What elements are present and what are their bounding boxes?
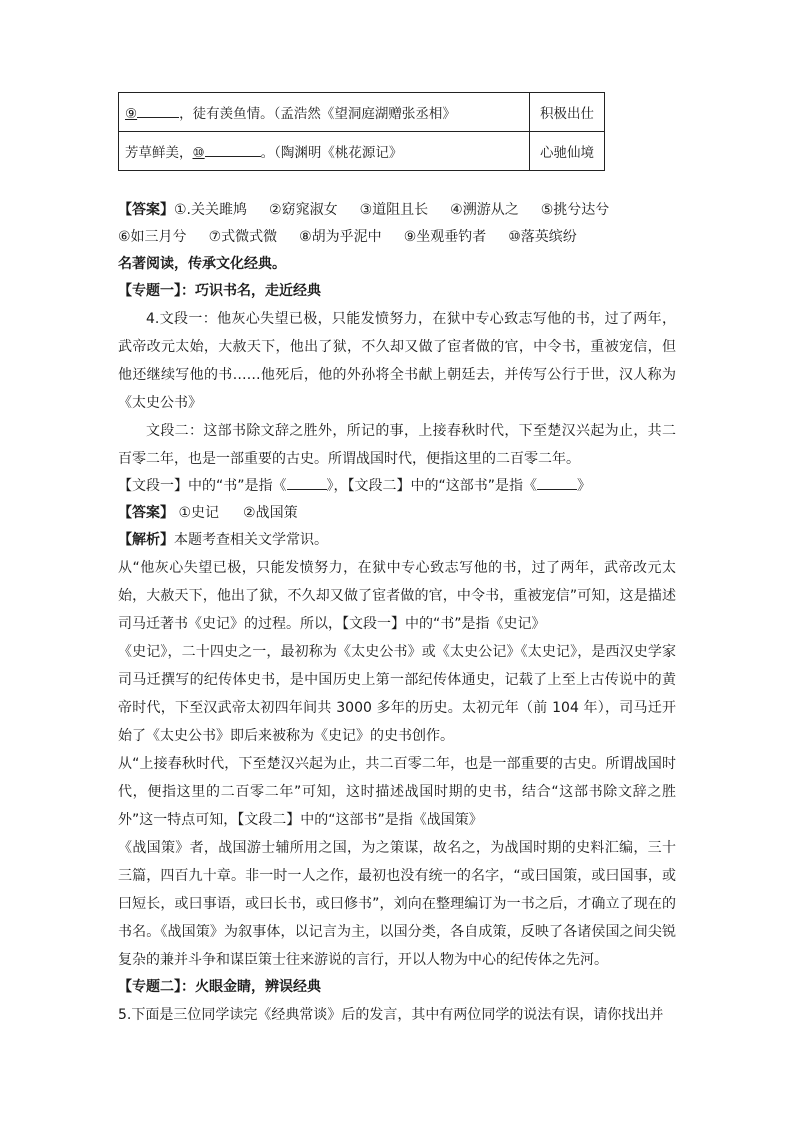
answer-block <box>118 197 676 251</box>
answer-item: ⑨坐观垂钓者 <box>403 229 487 245</box>
question-passage: 4.文段一：他灰心失望已极，只能发愤努力，在狱中专心致志写他的书，过了两年，武帝改元太始，大赦天下，他出了狱，不久却又做了宦者做的官，中令书，重被宠信，但他还继续写他的书……他死后，他的外孙将全书献上朝廷去，并传写公行于世，汉人称为《太史公书》 <box>118 311 676 411</box>
fill-blank <box>137 105 179 118</box>
question-prompt: 5.下面是三位同学读完《经典常谈》后的发言，其中有两位同学的说法有误，请你找出并 <box>118 1007 664 1023</box>
fill-blank <box>287 477 327 490</box>
answer-item: ②战国策 <box>243 505 298 521</box>
table-cell-theme: 积极出仕 <box>530 93 605 132</box>
answer-item: ⑦式微式微 <box>208 229 278 245</box>
analysis-intro <box>118 527 676 554</box>
question-passage: 文段二：这部书除文辞之胜外，所记的事，上接春秋时代，下至楚汉兴起为止，共二百零二年，也是一部重要的古史。所谓战国时代，便指这里的二百零二年。 <box>118 423 676 467</box>
section-title: 名著阅读，传承文化经典。 <box>118 256 286 272</box>
answer-label: 【答案】 <box>118 202 174 218</box>
analysis-paragraph: 从“他灰心失望已极，只能发愤努力，在狱中专心致志写他的书，过了两年，武帝改元太始，大赦天下，他出了狱，不久却又做了宦者做的官，中令书，重被宠信”可知，这是描述司马迁著书《史记》的过程。所以，【文段一】中的“书”是指《史记》 <box>118 560 676 632</box>
answer-label: 【答案】 <box>118 505 174 521</box>
answer-item: ①.关关雎鸠 <box>174 202 248 218</box>
prompt-text: 【文段一】中的“书”是指《 <box>118 478 287 494</box>
answer-item: ③道阻且长 <box>359 202 429 218</box>
analysis-paragraph: 从“上接春秋时代，下至楚汉兴起为止，共二百零二年，也是一部重要的古史。所谓战国时代，便指这里的二百零二年”可知，这时描述战国时期的史书，结合“这部书除文辞之胜外”这一特点可知，【文段二】中的“这部书”是指《战国策》 <box>118 756 676 828</box>
answer-item: ⑧胡为乎泥中 <box>299 229 382 245</box>
blank-number: ⑩ <box>192 145 205 161</box>
analysis-label: 【解析】 <box>118 532 174 548</box>
table-cell-verse <box>119 132 530 171</box>
topic-heading: 【专题一】：巧识书名，走近经典 <box>118 283 321 299</box>
answer-line <box>118 500 676 527</box>
table-cell-verse <box>119 93 530 132</box>
question-prompt <box>118 473 676 500</box>
analysis-paragraph: 《史记》，二十四史之一，最初称为《太史公书》或《太史公记》《太史记》，是西汉史学家司马迁撰写的纪传体史书，是中国历史上第一部纪传体通史，记载了上至上古传说中的黄帝时代，下至汉武帝太初四年间共 3000 多年的历史。太初元年（前 104 年），司马迁开始了《太史公书》即后来被称为《史记》的史书创作。 <box>118 644 676 744</box>
table-row <box>119 93 605 132</box>
fill-blank <box>537 477 577 490</box>
verse-text: 。（陶渊明《桃花源记》 <box>260 145 403 161</box>
answer-item: ④溯游从之 <box>450 202 519 218</box>
document-page <box>118 92 676 1029</box>
prompt-text: 》，【文段二】中的“这部书”是指《 <box>326 478 538 494</box>
verse-text: ，徒有羡鱼情。（孟浩然《望洞庭湖赠张丞相》 <box>179 106 456 122</box>
answer-item: ②窈窕淑女 <box>269 202 338 218</box>
answer-item: ⑥如三月兮 <box>118 229 187 245</box>
analysis-text: 本题考查相关文学常识。 <box>174 532 328 548</box>
table-cell-theme: 心驰仙境 <box>530 132 605 171</box>
topic-heading: 【专题二】：火眼金睛，辨误经典 <box>118 979 321 995</box>
fill-blank <box>205 144 261 157</box>
analysis-paragraph: 《战国策》者，战国游士辅所用之国，为之策谋，故名之，为战国时期的史料汇编，三十三篇，四百九十章。非一时一人之作，最初也没有统一的名字，“或曰国策，或曰国事，或曰短长，或曰事语，或曰长书，或曰修书”，刘向在整理编订为一书之后，才确立了现在的书名。《战国策》为叙事体，以记言为主，以国分类，各自成策，反映了各诸侯国之间尖锐复杂的兼并斗争和谋臣策士往来游说的言行，开以人物为中心的纪传体之先河。 <box>118 840 676 968</box>
table-row <box>119 132 605 171</box>
answer-item: ⑩落英缤纷 <box>508 229 577 245</box>
verse-text: 芳草鲜美， <box>125 145 193 161</box>
answer-item: ⑤挑兮达兮 <box>540 202 610 218</box>
poem-table <box>118 92 605 171</box>
blank-number: ⑨ <box>125 106 138 122</box>
prompt-text: 》 <box>577 478 592 494</box>
answer-item: ①史记 <box>178 505 220 521</box>
